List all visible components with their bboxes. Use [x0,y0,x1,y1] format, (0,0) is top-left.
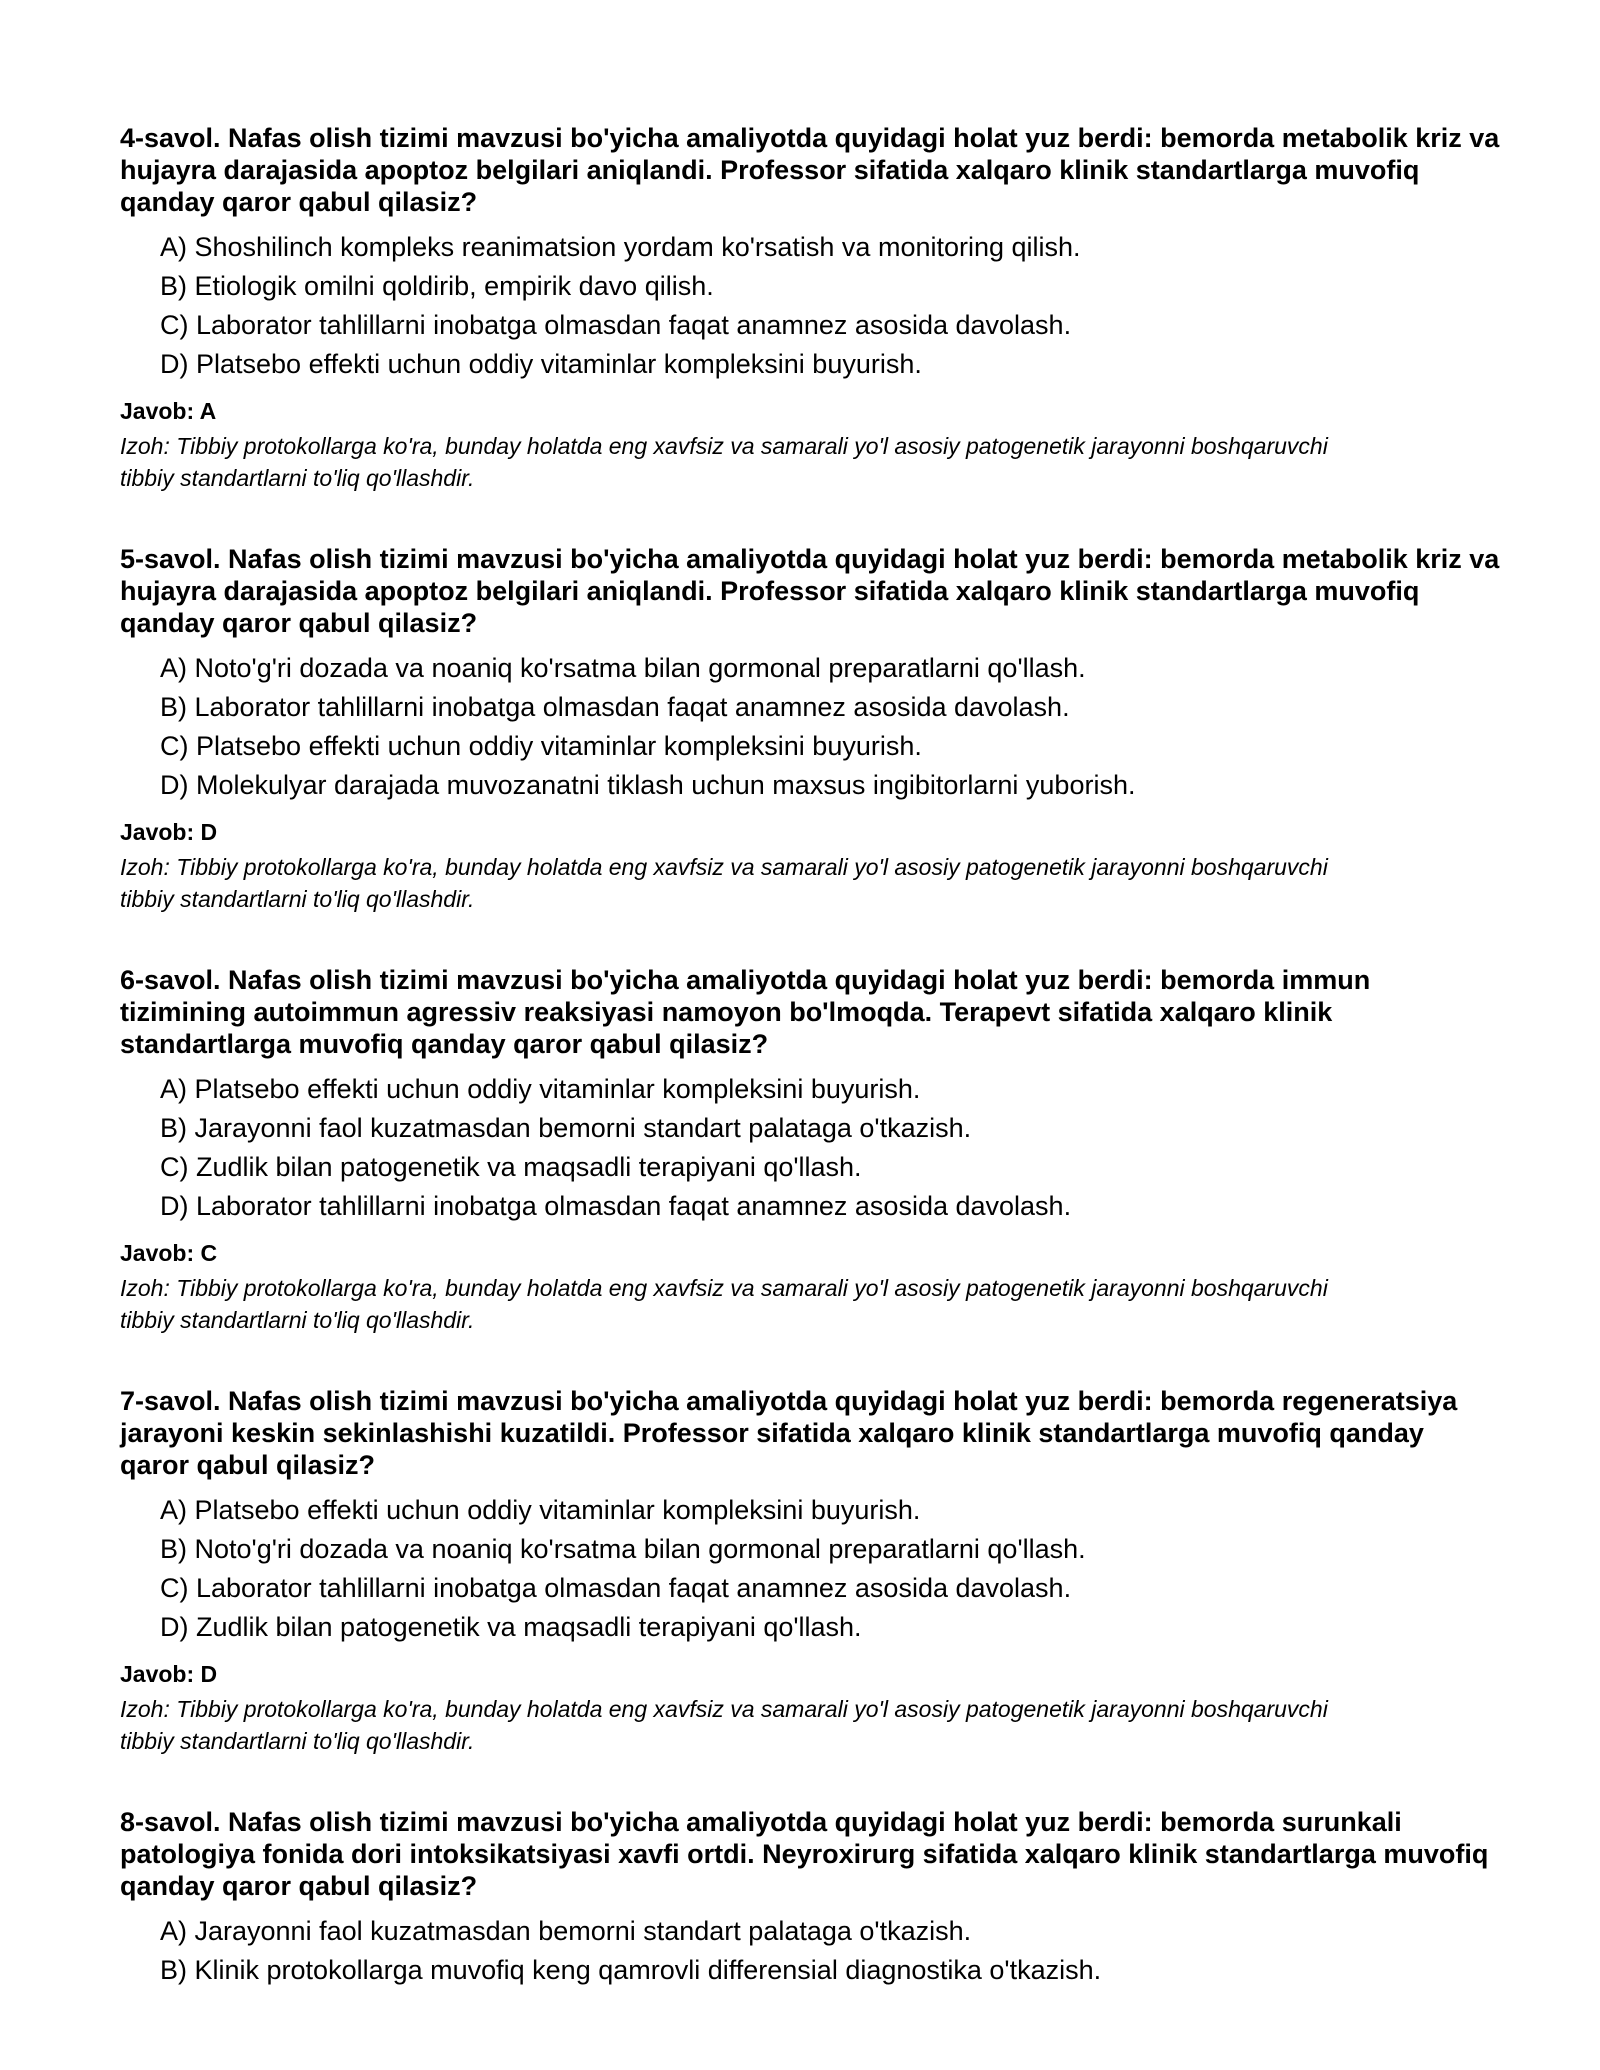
option-a: A) Platsebo effekti uchun oddiy vitaminlar kompleksini buyurish. [160,1495,921,1525]
option-d: D) Zudlik bilan patogenetik va maqsadli terapiyani qo'llash. [160,1612,862,1642]
option-a: A) Jarayonni faol kuzatmasdan bemorni standart palataga o'tkazish. [160,1916,972,1946]
option-b: B) Etiologik omilni qoldirib, empirik davo qilish. [160,271,714,301]
question-title: 8-savol. Nafas olish tizimi mavzusi bo'yicha amaliyotda quyidagi holat yuz berdi: bemorda surunkali patologiya fonida dori intoksikatsiyasi xavfi ortdi. Neyroxirurg sifatida xalqaro klinik standartlarga muvofiq qanday qaror qabul qilasiz? [120,1807,1489,1901]
option-list [120,1912,1500,1990]
question-title: 6-savol. Nafas olish tizimi mavzusi bo'yicha amaliyotda quyidagi holat yuz berdi: bemorda immun tizimining autoimmun agressiv reaksiyasi namoyon bo'lmoqda. Terapevt sifatida xalqaro klinik standartlarga muvofiq qanday qaror qabul qilasiz? [120,965,1371,1059]
option-c: C) Laborator tahlillarni inobatga olmasdan faqat anamnez asosida davolash. [160,310,1072,340]
option-a: A) Noto'g'ri dozada va noaniq ko'rsatma bilan gormonal preparatlarni qo'llash. [160,653,1086,683]
answer-label: Javob: C [120,1240,218,1266]
option-a: A) Platsebo effekti uchun oddiy vitaminlar kompleksini buyurish. [160,1074,921,1104]
question-title: 4-savol. Nafas olish tizimi mavzusi bo'yicha amaliyotda quyidagi holat yuz berdi: bemorda metabolik kriz va hujayra darajasida apoptoz belgilari aniqlandi. Professor sifatida xalqaro klinik standartlarga muvofiq qanday qaror qabul qilasiz? [120,123,1500,217]
explanation-text: Izoh: Tibbiy protokollarga ko'ra, bunday holatda eng xavfsiz va samarali yo'l asosiy patogenetik jarayonni boshqaruvchi tibbiy standartlarni to'liq qo'llashdir. [120,1275,1328,1333]
option-d: D) Laborator tahlillarni inobatga olmasdan faqat anamnez asosida davolash. [160,1191,1072,1221]
option-b: B) Laborator tahlillarni inobatga olmasdan faqat anamnez asosida davolash. [160,692,1070,722]
answer-label: Javob: D [120,1661,218,1687]
option-b: B) Jarayonni faol kuzatmasdan bemorni standart palataga o'tkazish. [160,1113,972,1143]
option-list [120,649,1500,805]
document-page [120,122,1500,2039]
option-list [120,1070,1500,1226]
question-6 [120,964,1500,1336]
explanation-text: Izoh: Tibbiy protokollarga ko'ra, bunday holatda eng xavfsiz va samarali yo'l asosiy patogenetik jarayonni boshqaruvchi tibbiy standartlarni to'liq qo'llashdir. [120,854,1328,912]
option-c: C) Zudlik bilan patogenetik va maqsadli terapiyani qo'llash. [160,1152,862,1182]
question-title: 5-savol. Nafas olish tizimi mavzusi bo'yicha amaliyotda quyidagi holat yuz berdi: bemorda metabolik kriz va hujayra darajasida apoptoz belgilari aniqlandi. Professor sifatida xalqaro klinik standartlarga muvofiq qanday qaror qabul qilasiz? [120,544,1500,638]
option-d: D) Molekulyar darajada muvozanatni tiklash uchun maxsus ingibitorlarni yuborish. [160,770,1136,800]
option-b: B) Noto'g'ri dozada va noaniq ko'rsatma bilan gormonal preparatlarni qo'llash. [160,1534,1086,1564]
option-c: C) Platsebo effekti uchun oddiy vitaminlar kompleksini buyurish. [160,731,922,761]
question-5 [120,543,1500,915]
option-list [120,1491,1500,1647]
option-c: C) Laborator tahlillarni inobatga olmasdan faqat anamnez asosida davolash. [160,1573,1072,1603]
option-b: B) Klinik protokollarga muvofiq keng qamrovli differensial diagnostika o'tkazish. [160,1955,1102,1985]
explanation-text: Izoh: Tibbiy protokollarga ko'ra, bunday holatda eng xavfsiz va samarali yo'l asosiy patogenetik jarayonni boshqaruvchi tibbiy standartlarni to'liq qo'llashdir. [120,1696,1328,1754]
answer-label: Javob: D [120,819,218,845]
answer-label: Javob: A [120,398,217,424]
option-d: D) Platsebo effekti uchun oddiy vitaminlar kompleksini buyurish. [160,349,922,379]
option-a: A) Shoshilinch kompleks reanimatsion yordam ko'rsatish va monitoring qilish. [160,232,1081,262]
question-4 [120,122,1500,494]
option-list [120,228,1500,384]
question-title: 7-savol. Nafas olish tizimi mavzusi bo'yicha amaliyotda quyidagi holat yuz berdi: bemorda regeneratsiya jarayoni keskin sekinlashishi kuzatildi. Professor sifatida xalqaro klinik standartlarga muvofiq qanday qaror qabul qilasiz? [120,1386,1458,1480]
question-8 [120,1806,1500,1990]
explanation-text: Izoh: Tibbiy protokollarga ko'ra, bunday holatda eng xavfsiz va samarali yo'l asosiy patogenetik jarayonni boshqaruvchi tibbiy standartlarni to'liq qo'llashdir. [120,433,1328,491]
question-7 [120,1385,1500,1757]
